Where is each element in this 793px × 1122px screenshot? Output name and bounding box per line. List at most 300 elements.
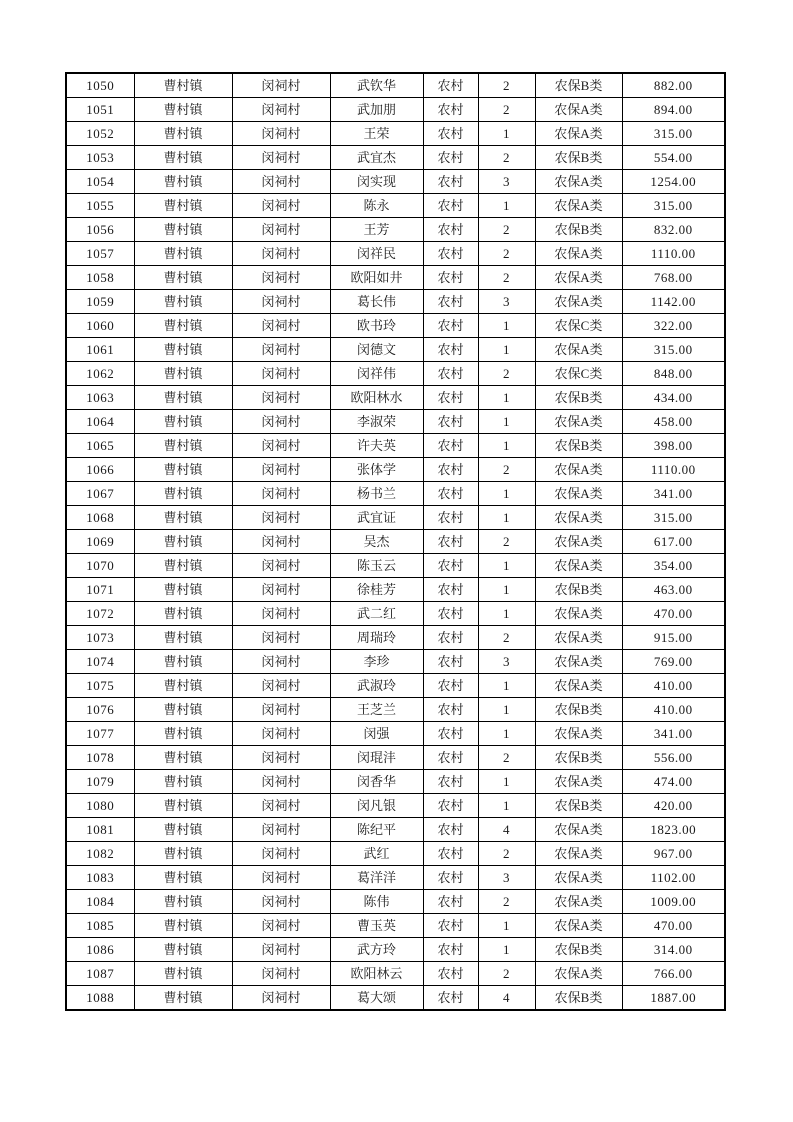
table-cell-village: 闵祠村 — [232, 410, 330, 434]
table-cell-serial: 1070 — [66, 554, 134, 578]
table-cell-serial: 1077 — [66, 722, 134, 746]
table-cell-serial: 1052 — [66, 122, 134, 146]
table-cell-name: 李淑荣 — [330, 410, 423, 434]
table-cell-category: 农村 — [423, 602, 478, 626]
table-cell-name: 武二红 — [330, 602, 423, 626]
table-cell-town: 曹村镇 — [134, 866, 232, 890]
table-cell-name: 徐桂芳 — [330, 578, 423, 602]
table-cell-name: 欧书玲 — [330, 314, 423, 338]
table-cell-category: 农村 — [423, 938, 478, 962]
table-cell-category: 农村 — [423, 842, 478, 866]
table-cell-insurance_type: 农保A类 — [535, 242, 622, 266]
table-cell-serial: 1074 — [66, 650, 134, 674]
table-cell-village: 闵祠村 — [232, 314, 330, 338]
table-cell-name: 李珍 — [330, 650, 423, 674]
table-cell-town: 曹村镇 — [134, 914, 232, 938]
table-cell-name: 欧阳林水 — [330, 386, 423, 410]
table-cell-name: 周瑞玲 — [330, 626, 423, 650]
table-cell-amount: 434.00 — [622, 386, 725, 410]
table-cell-category: 农村 — [423, 818, 478, 842]
table-cell-insurance_type: 农保A类 — [535, 626, 622, 650]
table-cell-insurance_type: 农保A类 — [535, 290, 622, 314]
table-cell-name: 曹玉英 — [330, 914, 423, 938]
table-row — [66, 362, 725, 386]
table-cell-village: 闵祠村 — [232, 122, 330, 146]
table-cell-category: 农村 — [423, 194, 478, 218]
table-cell-village: 闵祠村 — [232, 794, 330, 818]
table-cell-village: 闵祠村 — [232, 530, 330, 554]
table-cell-count: 1 — [478, 314, 535, 338]
table-cell-count: 1 — [478, 482, 535, 506]
table-cell-town: 曹村镇 — [134, 314, 232, 338]
table-cell-category: 农村 — [423, 722, 478, 746]
table-row — [66, 962, 725, 986]
table-cell-amount: 894.00 — [622, 98, 725, 122]
table-cell-insurance_type: 农保A类 — [535, 770, 622, 794]
table-cell-category: 农村 — [423, 986, 478, 1011]
table-cell-insurance_type: 农保B类 — [535, 746, 622, 770]
table-row — [66, 794, 725, 818]
table-cell-category: 农村 — [423, 122, 478, 146]
table-cell-insurance_type: 农保C类 — [535, 314, 622, 338]
table-cell-category: 农村 — [423, 170, 478, 194]
table-cell-insurance_type: 农保A类 — [535, 674, 622, 698]
table-cell-serial: 1068 — [66, 506, 134, 530]
table-cell-town: 曹村镇 — [134, 530, 232, 554]
table-cell-insurance_type: 农保A类 — [535, 122, 622, 146]
table-cell-amount: 848.00 — [622, 362, 725, 386]
table-cell-name: 武钦华 — [330, 73, 423, 98]
table-cell-town: 曹村镇 — [134, 434, 232, 458]
table-cell-name: 武方玲 — [330, 938, 423, 962]
table-cell-insurance_type: 农保A类 — [535, 98, 622, 122]
table-cell-count: 1 — [478, 914, 535, 938]
table-cell-amount: 470.00 — [622, 914, 725, 938]
table-cell-serial: 1050 — [66, 73, 134, 98]
table-row — [66, 73, 725, 98]
table-cell-insurance_type: 农保B类 — [535, 794, 622, 818]
table-cell-serial: 1084 — [66, 890, 134, 914]
table-cell-category: 农村 — [423, 650, 478, 674]
table-row — [66, 890, 725, 914]
table-cell-category: 农村 — [423, 506, 478, 530]
table-cell-count: 3 — [478, 170, 535, 194]
table-row — [66, 458, 725, 482]
table-cell-amount: 470.00 — [622, 602, 725, 626]
table-cell-name: 闵祥伟 — [330, 362, 423, 386]
table-cell-town: 曹村镇 — [134, 218, 232, 242]
table-cell-amount: 315.00 — [622, 506, 725, 530]
table-cell-town: 曹村镇 — [134, 842, 232, 866]
table-row — [66, 386, 725, 410]
table-cell-village: 闵祠村 — [232, 290, 330, 314]
table-cell-name: 武淑玲 — [330, 674, 423, 698]
table-cell-serial: 1066 — [66, 458, 134, 482]
table-cell-town: 曹村镇 — [134, 602, 232, 626]
table-cell-count: 2 — [478, 242, 535, 266]
table-cell-serial: 1055 — [66, 194, 134, 218]
table-cell-serial: 1081 — [66, 818, 134, 842]
table-cell-insurance_type: 农保B类 — [535, 218, 622, 242]
table-cell-village: 闵祠村 — [232, 890, 330, 914]
table-row — [66, 914, 725, 938]
table-cell-village: 闵祠村 — [232, 626, 330, 650]
table-cell-insurance_type: 农保A类 — [535, 554, 622, 578]
table-cell-name: 武宜证 — [330, 506, 423, 530]
table-cell-town: 曹村镇 — [134, 170, 232, 194]
table-cell-town: 曹村镇 — [134, 410, 232, 434]
table-cell-name: 闵香华 — [330, 770, 423, 794]
table-cell-town: 曹村镇 — [134, 794, 232, 818]
table-cell-insurance_type: 农保B类 — [535, 73, 622, 98]
table-cell-village: 闵祠村 — [232, 602, 330, 626]
table-cell-insurance_type: 农保A类 — [535, 650, 622, 674]
table-cell-count: 3 — [478, 290, 535, 314]
table-cell-insurance_type: 农保A类 — [535, 482, 622, 506]
table-row — [66, 506, 725, 530]
table-cell-name: 陈纪平 — [330, 818, 423, 842]
table-cell-amount: 410.00 — [622, 674, 725, 698]
table-cell-town: 曹村镇 — [134, 746, 232, 770]
table-row — [66, 722, 725, 746]
table-cell-amount: 341.00 — [622, 722, 725, 746]
table-row — [66, 338, 725, 362]
table-cell-name: 欧阳林云 — [330, 962, 423, 986]
table-cell-amount: 554.00 — [622, 146, 725, 170]
table-cell-category: 农村 — [423, 962, 478, 986]
table-cell-insurance_type: 农保B类 — [535, 938, 622, 962]
table-cell-category: 农村 — [423, 338, 478, 362]
table-cell-insurance_type: 农保A类 — [535, 866, 622, 890]
table-cell-town: 曹村镇 — [134, 698, 232, 722]
table-cell-name: 欧阳如井 — [330, 266, 423, 290]
table-cell-category: 农村 — [423, 890, 478, 914]
table-cell-amount: 458.00 — [622, 410, 725, 434]
table-row — [66, 146, 725, 170]
table-cell-name: 闵琨沣 — [330, 746, 423, 770]
table-cell-category: 农村 — [423, 674, 478, 698]
table-row — [66, 434, 725, 458]
table-cell-category: 农村 — [423, 290, 478, 314]
table-cell-town: 曹村镇 — [134, 242, 232, 266]
table-cell-town: 曹村镇 — [134, 890, 232, 914]
table-cell-category: 农村 — [423, 626, 478, 650]
table-cell-category: 农村 — [423, 386, 478, 410]
table-cell-insurance_type: 农保A类 — [535, 170, 622, 194]
table-cell-name: 陈伟 — [330, 890, 423, 914]
table-cell-town: 曹村镇 — [134, 146, 232, 170]
table-row — [66, 242, 725, 266]
table-cell-amount: 315.00 — [622, 194, 725, 218]
table-cell-count: 2 — [478, 73, 535, 98]
table-cell-name: 杨书兰 — [330, 482, 423, 506]
table-cell-count: 1 — [478, 386, 535, 410]
table-cell-insurance_type: 农保B类 — [535, 386, 622, 410]
table-cell-town: 曹村镇 — [134, 506, 232, 530]
table-row — [66, 314, 725, 338]
table-cell-town: 曹村镇 — [134, 986, 232, 1011]
table-cell-count: 1 — [478, 122, 535, 146]
table-cell-town: 曹村镇 — [134, 290, 232, 314]
table-cell-count: 1 — [478, 194, 535, 218]
table-cell-amount: 882.00 — [622, 73, 725, 98]
table-row — [66, 674, 725, 698]
table-cell-count: 3 — [478, 866, 535, 890]
table-cell-count: 2 — [478, 746, 535, 770]
table-cell-category: 农村 — [423, 794, 478, 818]
table-cell-town: 曹村镇 — [134, 674, 232, 698]
table-cell-amount: 1009.00 — [622, 890, 725, 914]
table-cell-count: 2 — [478, 530, 535, 554]
table-cell-name: 闵凡银 — [330, 794, 423, 818]
table-cell-town: 曹村镇 — [134, 770, 232, 794]
table-cell-category: 农村 — [423, 458, 478, 482]
table-cell-amount: 1142.00 — [622, 290, 725, 314]
table-cell-insurance_type: 农保B类 — [535, 578, 622, 602]
table-row — [66, 578, 725, 602]
table-cell-name: 武宜杰 — [330, 146, 423, 170]
table-cell-serial: 1058 — [66, 266, 134, 290]
table-cell-insurance_type: 农保A类 — [535, 914, 622, 938]
table-cell-serial: 1060 — [66, 314, 134, 338]
table-cell-amount: 420.00 — [622, 794, 725, 818]
table-cell-category: 农村 — [423, 434, 478, 458]
table-cell-category: 农村 — [423, 554, 478, 578]
table-row — [66, 770, 725, 794]
table-cell-serial: 1076 — [66, 698, 134, 722]
table-cell-amount: 314.00 — [622, 938, 725, 962]
table-cell-count: 1 — [478, 722, 535, 746]
table-cell-count: 2 — [478, 362, 535, 386]
table-cell-amount: 322.00 — [622, 314, 725, 338]
table-row — [66, 698, 725, 722]
table-cell-village: 闵祠村 — [232, 98, 330, 122]
table-cell-serial: 1073 — [66, 626, 134, 650]
table-cell-category: 农村 — [423, 698, 478, 722]
table-cell-count: 1 — [478, 338, 535, 362]
table-cell-serial: 1064 — [66, 410, 134, 434]
table-cell-name: 武红 — [330, 842, 423, 866]
table-cell-category: 农村 — [423, 218, 478, 242]
table-cell-village: 闵祠村 — [232, 938, 330, 962]
table-cell-town: 曹村镇 — [134, 194, 232, 218]
table-cell-amount: 1887.00 — [622, 986, 725, 1011]
table-cell-serial: 1054 — [66, 170, 134, 194]
table-cell-serial: 1067 — [66, 482, 134, 506]
table-cell-village: 闵祠村 — [232, 434, 330, 458]
table-cell-count: 3 — [478, 650, 535, 674]
table-cell-count: 1 — [478, 938, 535, 962]
table-cell-insurance_type: 农保C类 — [535, 362, 622, 386]
table-cell-serial: 1061 — [66, 338, 134, 362]
table-cell-count: 1 — [478, 770, 535, 794]
table-cell-serial: 1088 — [66, 986, 134, 1011]
table-row — [66, 938, 725, 962]
table-cell-amount: 474.00 — [622, 770, 725, 794]
table-cell-amount: 915.00 — [622, 626, 725, 650]
table-cell-count: 1 — [478, 602, 535, 626]
table-cell-category: 农村 — [423, 770, 478, 794]
table-cell-serial: 1082 — [66, 842, 134, 866]
table-cell-count: 4 — [478, 986, 535, 1011]
table-cell-category: 农村 — [423, 314, 478, 338]
table-row — [66, 122, 725, 146]
table-cell-amount: 766.00 — [622, 962, 725, 986]
table-cell-count: 2 — [478, 146, 535, 170]
table-cell-serial: 1085 — [66, 914, 134, 938]
table-cell-amount: 617.00 — [622, 530, 725, 554]
table-cell-amount: 1110.00 — [622, 242, 725, 266]
table-cell-village: 闵祠村 — [232, 146, 330, 170]
table-cell-name: 闵德文 — [330, 338, 423, 362]
table-cell-village: 闵祠村 — [232, 194, 330, 218]
table-cell-village: 闵祠村 — [232, 578, 330, 602]
table-cell-category: 农村 — [423, 362, 478, 386]
table-cell-name: 陈玉云 — [330, 554, 423, 578]
table-cell-village: 闵祠村 — [232, 170, 330, 194]
table-cell-category: 农村 — [423, 746, 478, 770]
table-row — [66, 554, 725, 578]
table-cell-village: 闵祠村 — [232, 818, 330, 842]
table-cell-serial: 1078 — [66, 746, 134, 770]
table-cell-town: 曹村镇 — [134, 938, 232, 962]
table-row — [66, 266, 725, 290]
table-cell-town: 曹村镇 — [134, 98, 232, 122]
table-cell-amount: 1110.00 — [622, 458, 725, 482]
table-cell-count: 1 — [478, 794, 535, 818]
table-cell-amount: 398.00 — [622, 434, 725, 458]
table-cell-count: 1 — [478, 410, 535, 434]
table-cell-name: 许夫英 — [330, 434, 423, 458]
table-cell-village: 闵祠村 — [232, 866, 330, 890]
table-cell-insurance_type: 农保A类 — [535, 338, 622, 362]
table-cell-village: 闵祠村 — [232, 218, 330, 242]
table-cell-amount: 967.00 — [622, 842, 725, 866]
table-cell-count: 1 — [478, 698, 535, 722]
table-cell-amount: 1254.00 — [622, 170, 725, 194]
table-cell-insurance_type: 农保A类 — [535, 890, 622, 914]
table-cell-village: 闵祠村 — [232, 962, 330, 986]
table-cell-name: 武加朋 — [330, 98, 423, 122]
table-cell-count: 1 — [478, 674, 535, 698]
table-row — [66, 650, 725, 674]
table-cell-village: 闵祠村 — [232, 914, 330, 938]
table-cell-village: 闵祠村 — [232, 266, 330, 290]
table-cell-serial: 1079 — [66, 770, 134, 794]
table-cell-serial: 1056 — [66, 218, 134, 242]
table-cell-amount: 463.00 — [622, 578, 725, 602]
table-cell-name: 葛大颂 — [330, 986, 423, 1011]
table-cell-name: 吴杰 — [330, 530, 423, 554]
table-cell-insurance_type: 农保B类 — [535, 698, 622, 722]
table-cell-count: 2 — [478, 98, 535, 122]
table-cell-town: 曹村镇 — [134, 73, 232, 98]
table-cell-insurance_type: 农保A类 — [535, 962, 622, 986]
table-row — [66, 482, 725, 506]
table-cell-amount: 315.00 — [622, 122, 725, 146]
table-cell-town: 曹村镇 — [134, 818, 232, 842]
table-cell-town: 曹村镇 — [134, 722, 232, 746]
table-cell-serial: 1053 — [66, 146, 134, 170]
table-cell-name: 王荣 — [330, 122, 423, 146]
table-cell-town: 曹村镇 — [134, 362, 232, 386]
table-cell-serial: 1075 — [66, 674, 134, 698]
table-cell-count: 2 — [478, 962, 535, 986]
table-cell-count: 2 — [478, 626, 535, 650]
table-cell-category: 农村 — [423, 914, 478, 938]
table-cell-town: 曹村镇 — [134, 338, 232, 362]
table-cell-category: 农村 — [423, 410, 478, 434]
table-cell-count: 1 — [478, 506, 535, 530]
table-cell-serial: 1063 — [66, 386, 134, 410]
table-cell-serial: 1086 — [66, 938, 134, 962]
table-cell-village: 闵祠村 — [232, 73, 330, 98]
table-cell-village: 闵祠村 — [232, 338, 330, 362]
table-cell-category: 农村 — [423, 482, 478, 506]
table-cell-category: 农村 — [423, 73, 478, 98]
table-cell-village: 闵祠村 — [232, 506, 330, 530]
table-cell-amount: 1823.00 — [622, 818, 725, 842]
table-cell-village: 闵祠村 — [232, 458, 330, 482]
table-cell-amount: 1102.00 — [622, 866, 725, 890]
table-row — [66, 98, 725, 122]
table-cell-count: 2 — [478, 458, 535, 482]
table-row — [66, 866, 725, 890]
table-cell-serial: 1059 — [66, 290, 134, 314]
table-cell-village: 闵祠村 — [232, 482, 330, 506]
payment-roster-table — [65, 72, 726, 1011]
table-cell-village: 闵祠村 — [232, 674, 330, 698]
table-cell-village: 闵祠村 — [232, 746, 330, 770]
table-cell-insurance_type: 农保A类 — [535, 530, 622, 554]
table-cell-name: 闵强 — [330, 722, 423, 746]
table-cell-amount: 354.00 — [622, 554, 725, 578]
table-cell-category: 农村 — [423, 98, 478, 122]
table-row — [66, 410, 725, 434]
table-cell-town: 曹村镇 — [134, 122, 232, 146]
table-cell-insurance_type: 农保A类 — [535, 410, 622, 434]
table-cell-category: 农村 — [423, 866, 478, 890]
table-row — [66, 170, 725, 194]
table-row — [66, 290, 725, 314]
table-cell-name: 陈永 — [330, 194, 423, 218]
table-cell-village: 闵祠村 — [232, 770, 330, 794]
table-row — [66, 818, 725, 842]
table-cell-town: 曹村镇 — [134, 626, 232, 650]
table-cell-count: 2 — [478, 890, 535, 914]
table-cell-serial: 1057 — [66, 242, 134, 266]
table-cell-town: 曹村镇 — [134, 578, 232, 602]
table-cell-town: 曹村镇 — [134, 650, 232, 674]
table-cell-amount: 315.00 — [622, 338, 725, 362]
table-cell-insurance_type: 农保A类 — [535, 458, 622, 482]
table-cell-village: 闵祠村 — [232, 362, 330, 386]
table-cell-village: 闵祠村 — [232, 242, 330, 266]
table-cell-insurance_type: 农保A类 — [535, 266, 622, 290]
table-cell-category: 农村 — [423, 242, 478, 266]
table-row — [66, 218, 725, 242]
table-cell-count: 1 — [478, 434, 535, 458]
table-cell-insurance_type: 农保A类 — [535, 506, 622, 530]
table-row — [66, 194, 725, 218]
table-cell-serial: 1087 — [66, 962, 134, 986]
table-cell-serial: 1062 — [66, 362, 134, 386]
table-cell-amount: 768.00 — [622, 266, 725, 290]
table-cell-name: 闵实现 — [330, 170, 423, 194]
table-cell-name: 葛长伟 — [330, 290, 423, 314]
table-cell-insurance_type: 农保B类 — [535, 434, 622, 458]
table-row — [66, 530, 725, 554]
